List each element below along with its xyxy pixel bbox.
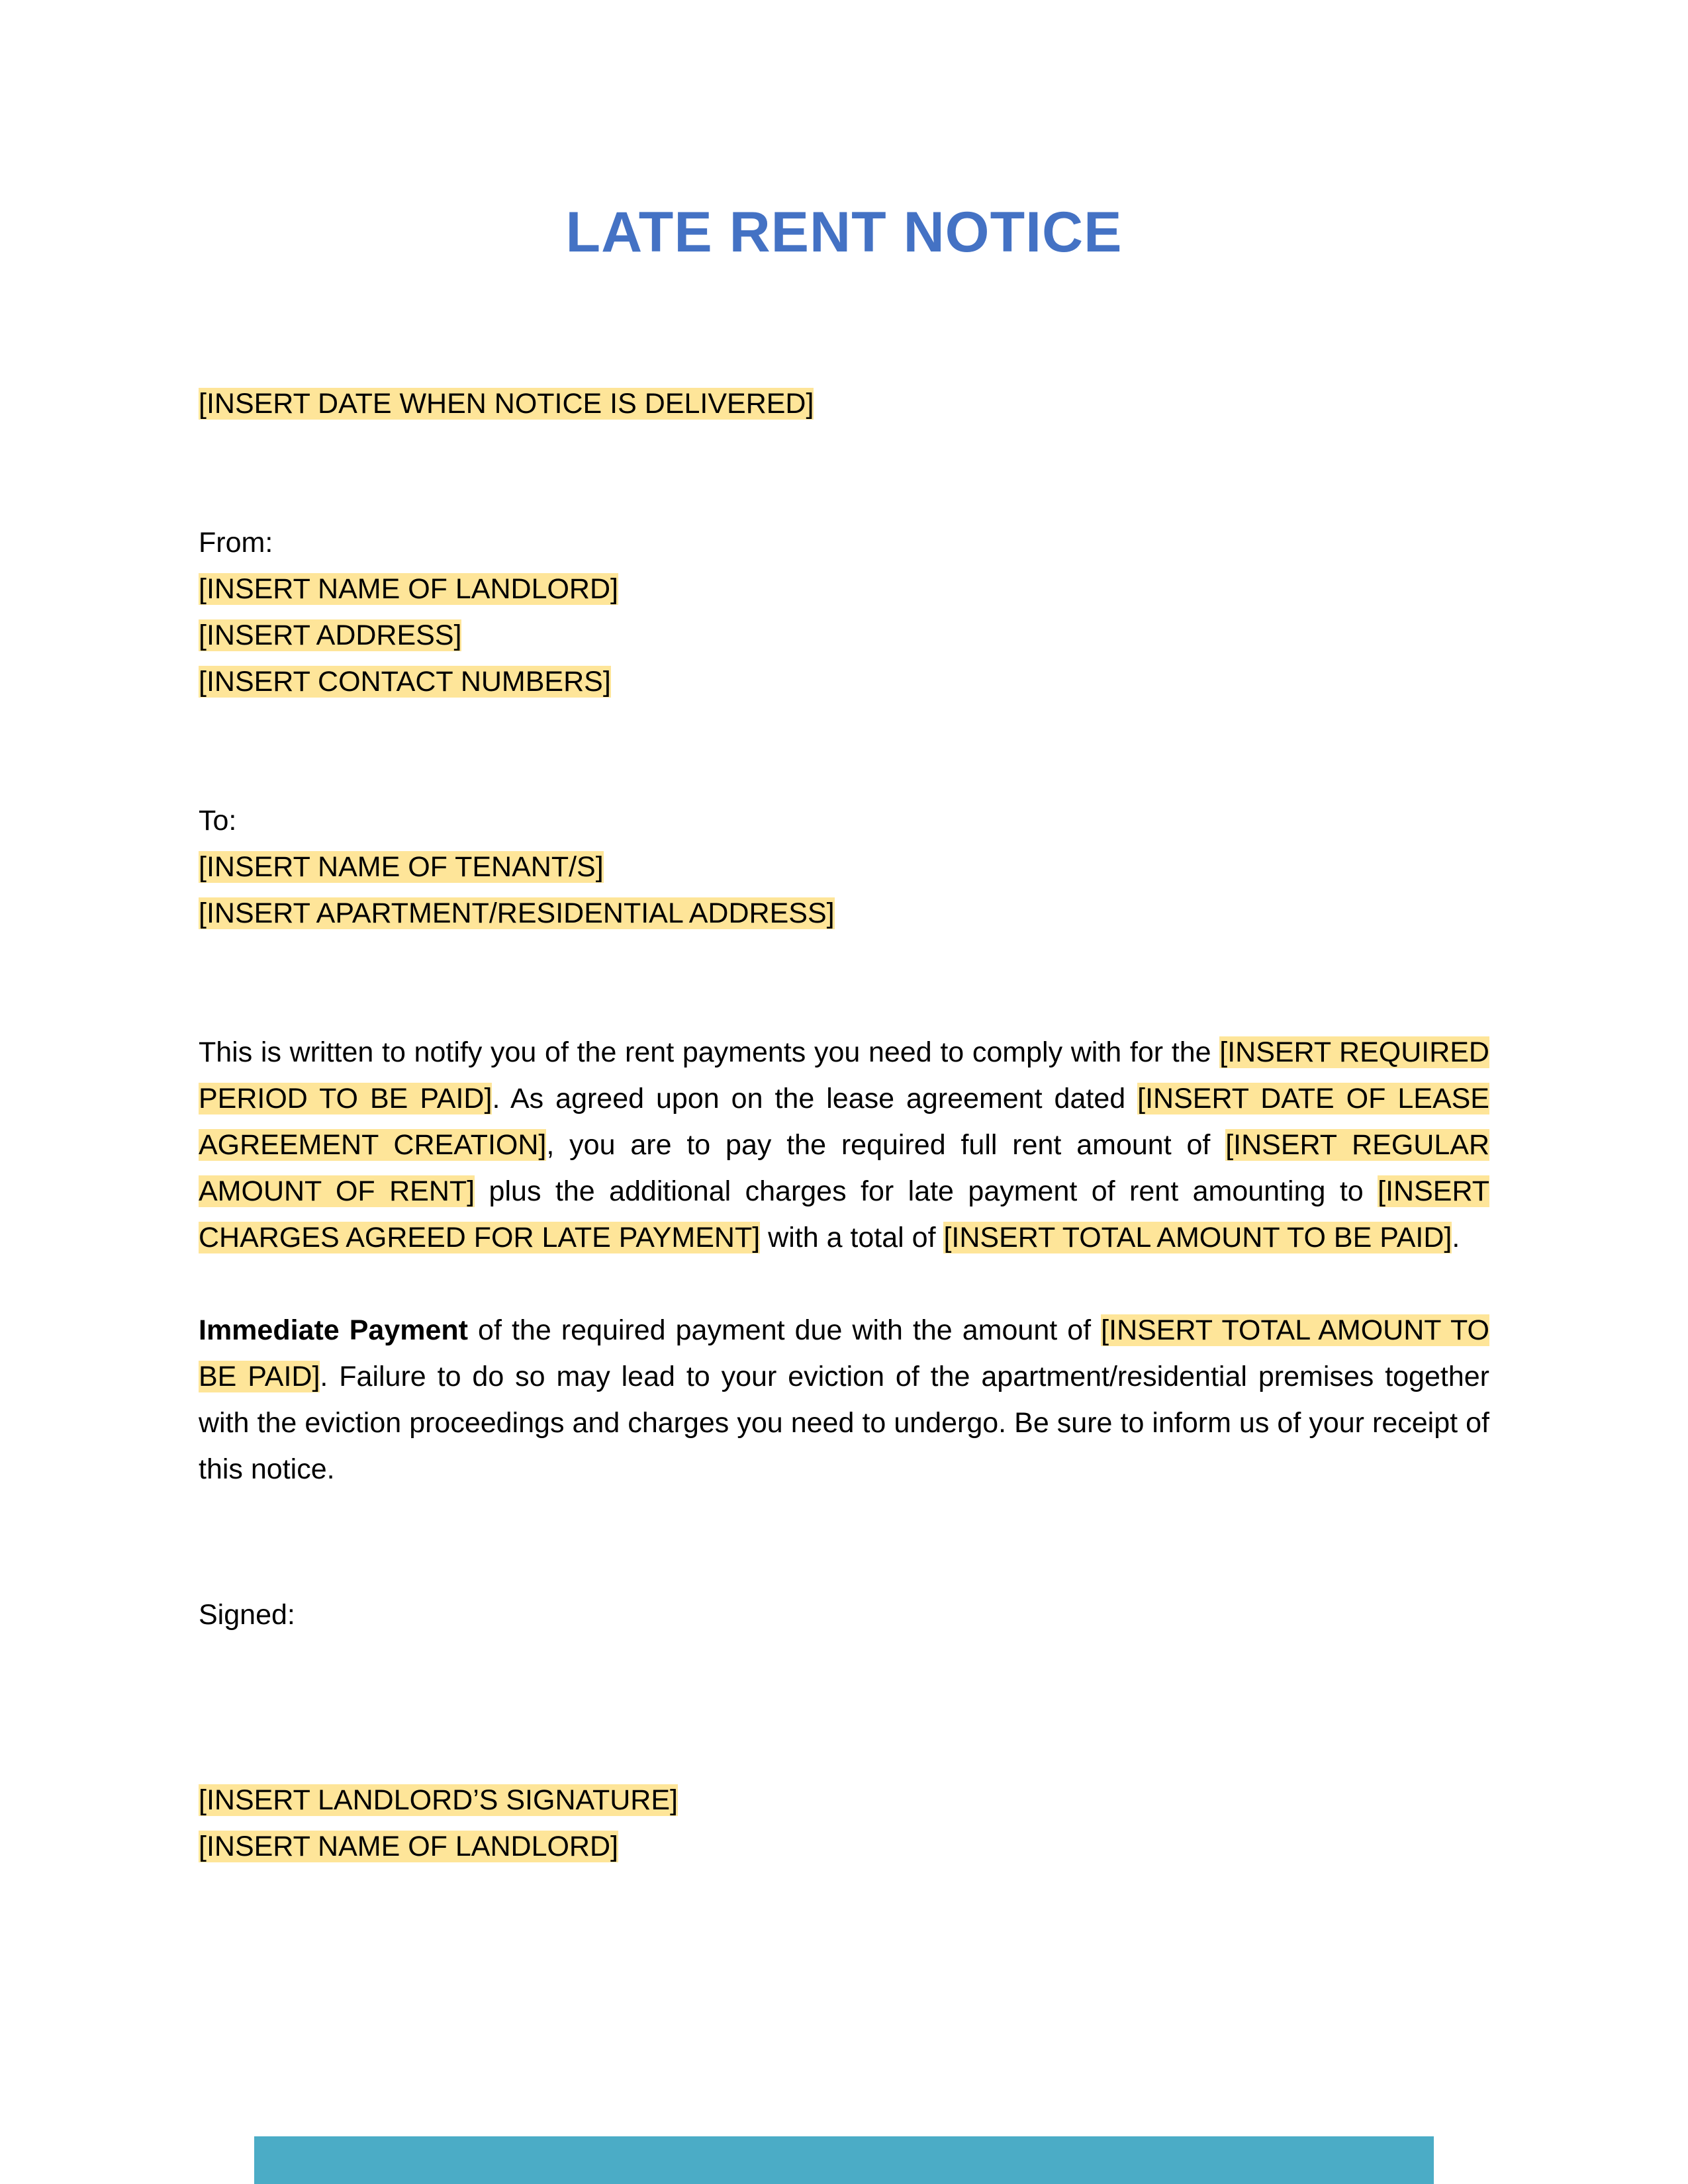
notice-paragraph-2 [199,1307,1489,1492]
paragraph-text: of the required payment due with the amount of [468,1314,1102,1346]
document-title: LATE RENT NOTICE [565,201,1123,264]
tenant-name-placeholder: [INSERT NAME OF TENANT/S] [199,851,604,883]
from-label: From: [199,527,273,559]
signer-name-placeholder: [INSERT NAME OF LANDLORD] [199,1831,618,1862]
paragraph-text: , you are to pay the required full rent amount of [546,1129,1226,1161]
signature-placeholder: [INSERT LANDLORD’S SIGNATURE] [199,1784,678,1816]
date-section [199,381,1489,427]
signature-section [199,1777,1489,1870]
immediate-payment-heading: Immediate Payment [199,1314,468,1346]
date-placeholder: [INSERT DATE WHEN NOTICE IS DELIVERED] [199,388,814,420]
total-amount-placeholder: [INSERT TOTAL AMOUNT TO BE PAID] [943,1222,1452,1253]
paragraph-text: . Failure to do so may lead to your eviction of the apartment/residential premises together with the eviction proceedings and charges you need to undergo. Be sure to inform us of your receipt of this notice. [199,1361,1489,1485]
paragraph-text: . As agreed upon on the lease agreement dated [492,1083,1138,1115]
landlord-address-placeholder: [INSERT ADDRESS] [199,619,462,651]
signed-label: Signed: [199,1599,295,1631]
footer-bar [254,2136,1434,2184]
required-period-placeholder: [INSERT REQUIRED PERIOD TO BE PAID] [199,1036,1489,1115]
late-charges-placeholder: [INSERT CHARGES AGREED FOR LATE PAYMENT] [199,1175,1489,1253]
regular-rent-placeholder: [INSERT REGULAR AMOUNT OF RENT] [199,1129,1490,1207]
paragraph-text: plus the additional charges for late payment of rent amounting to [475,1175,1378,1207]
signed-label-section [199,1592,1489,1638]
paragraph-text: This is written to notify you of the rent payments you need to comply with for the [199,1036,1220,1068]
lease-date-placeholder: [INSERT DATE OF LEASE AGREEMENT CREATION] [199,1083,1489,1161]
total-amount-placeholder-2: [INSERT TOTAL AMOUNT TO BE PAID] [199,1314,1489,1392]
paragraph-text: with a total of [760,1222,944,1253]
from-section [199,520,1489,705]
paragraph-text: . [1452,1222,1460,1253]
to-section [199,797,1489,936]
notice-paragraph-1 [199,1029,1489,1261]
tenant-address-placeholder: [INSERT APARTMENT/RESIDENTIAL ADDRESS] [199,897,835,929]
landlord-name-placeholder: [INSERT NAME OF LANDLORD] [199,573,618,605]
landlord-contacts-placeholder: [INSERT CONTACT NUMBERS] [199,666,611,698]
to-label: To: [199,805,237,837]
